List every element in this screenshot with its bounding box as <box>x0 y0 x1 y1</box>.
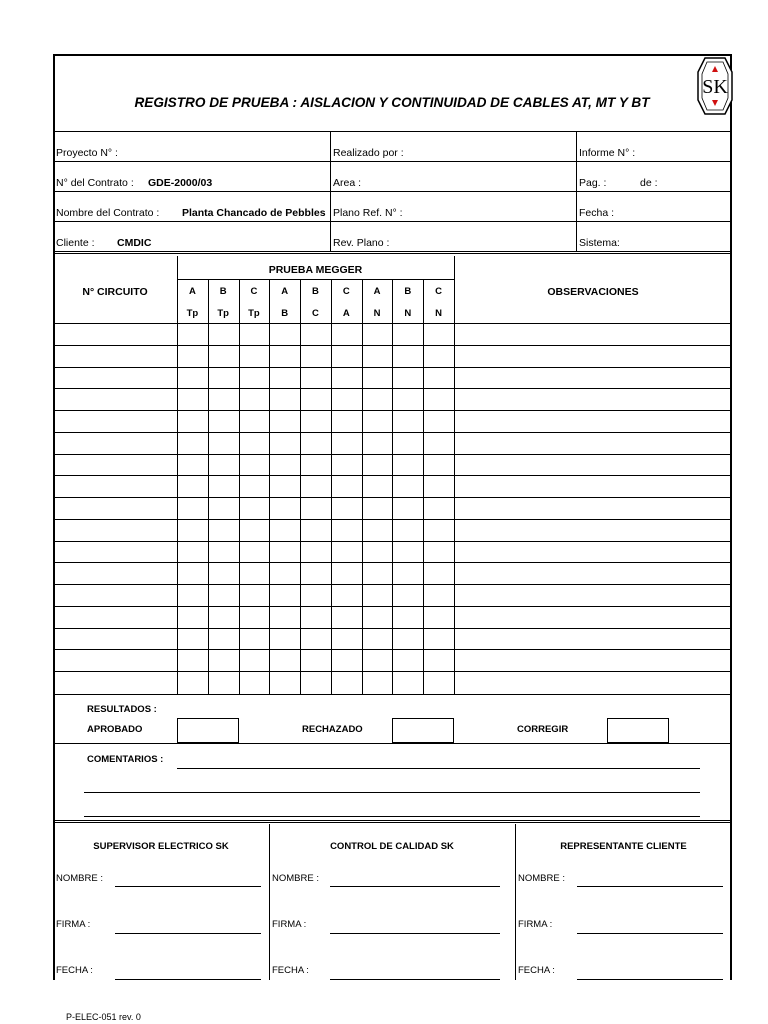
nombre-label-1: NOMBRE : <box>56 873 103 884</box>
comentarios-label: COMENTARIOS : <box>87 754 164 765</box>
megger-col-top: A <box>281 286 289 297</box>
megger-col-divider <box>331 279 332 694</box>
footer-code: P-ELEC-051 rev. 0 <box>66 1012 141 1022</box>
table-row[interactable] <box>53 454 732 455</box>
fecha-field-2[interactable] <box>330 979 500 980</box>
firma-field-1[interactable] <box>115 933 261 934</box>
fecha-field-1[interactable] <box>115 979 261 980</box>
megger-col-top: C <box>435 286 443 297</box>
de-label: de : <box>640 177 658 189</box>
megger-col-divider <box>269 279 270 694</box>
megger-col-divider <box>239 279 240 694</box>
realizado-label: Realizado por : <box>333 147 404 159</box>
table-row[interactable] <box>53 475 732 476</box>
table-row[interactable] <box>53 671 732 672</box>
rechazado-label: RECHAZADO <box>302 724 363 735</box>
megger-col-bottom: N <box>404 308 412 319</box>
firma-field-2[interactable] <box>330 933 500 934</box>
megger-col-bottom: B <box>281 308 289 319</box>
megger-col-bottom: C <box>312 308 319 319</box>
comentarios-line-2[interactable] <box>84 792 700 793</box>
fecha-label-2: FECHA : <box>272 965 309 976</box>
contrato-label: N° del Contrato : <box>56 177 134 189</box>
control-header: CONTROL DE CALIDAD SK <box>330 841 454 852</box>
pag-label: Pag. : <box>579 177 607 189</box>
megger-col-bottom: Tp <box>248 308 260 319</box>
megger-col-divider <box>208 279 209 694</box>
rev-plano-label: Rev. Plano : <box>333 237 390 249</box>
area-label: Area : <box>333 177 362 189</box>
megger-col-top: B <box>404 286 412 297</box>
aprobado-checkbox[interactable] <box>177 718 239 743</box>
firma-label-2: FIRMA : <box>272 919 307 930</box>
table-row[interactable] <box>53 519 732 520</box>
cliente-value: CMDIC <box>117 237 152 249</box>
table-row[interactable] <box>53 649 732 650</box>
megger-col-divider <box>300 279 301 694</box>
contrato-value: GDE-2000/03 <box>148 177 213 189</box>
firma-label-3: FIRMA : <box>518 919 553 930</box>
firma-field-3[interactable] <box>577 933 723 934</box>
firma-label-1: FIRMA : <box>56 919 91 930</box>
megger-col-top: B <box>219 286 227 297</box>
proyecto-label: Proyecto N° : <box>56 147 118 159</box>
table-row[interactable] <box>53 606 732 607</box>
observaciones-header: OBSERVACIONES <box>547 286 639 298</box>
megger-col-divider <box>392 279 393 694</box>
megger-col-top: C <box>342 286 350 297</box>
page-title: REGISTRO DE PRUEBA : AISLACION Y CONTINUIDAD DE CABLES AT, MT Y BT <box>134 95 650 110</box>
megger-col-top: C <box>250 286 258 297</box>
megger-col-top: A <box>373 286 381 297</box>
table-row[interactable] <box>53 541 732 542</box>
resultados-label: RESULTADOS : <box>87 704 157 715</box>
sistema-label: Sistema: <box>579 237 620 249</box>
megger-col-bottom: A <box>342 308 350 319</box>
table-row[interactable] <box>53 497 732 498</box>
sk-logo <box>697 56 733 116</box>
megger-col-divider <box>362 279 363 694</box>
fecha-field-3[interactable] <box>577 979 723 980</box>
representante-header: REPRESENTANTE CLIENTE <box>560 841 687 852</box>
informe-label: Informe N° : <box>579 147 636 159</box>
nombre-field-2[interactable] <box>330 886 500 887</box>
table-row[interactable] <box>53 584 732 585</box>
table-row[interactable] <box>53 323 732 324</box>
table-row[interactable] <box>53 562 732 563</box>
megger-col-bottom: Tp <box>217 308 229 319</box>
nombre-contrato-value: Planta Chancado de Pebbles <box>182 207 326 219</box>
megger-header: PRUEBA MEGGER <box>268 264 363 276</box>
fecha-label-1: FECHA : <box>56 965 93 976</box>
corregir-label: CORREGIR <box>517 724 569 735</box>
megger-col-divider <box>423 279 424 694</box>
fecha-label-3: FECHA : <box>518 965 555 976</box>
table-row[interactable] <box>53 410 732 411</box>
plano-ref-label: Plano Ref. N° : <box>333 207 403 219</box>
corregir-checkbox[interactable] <box>607 718 669 743</box>
table-row[interactable] <box>53 345 732 346</box>
megger-col-top: B <box>312 286 319 297</box>
megger-col-bottom: Tp <box>186 308 199 319</box>
fecha-label: Fecha : <box>579 207 615 219</box>
megger-col-bottom: N <box>373 308 381 319</box>
megger-col-bottom: N <box>435 308 443 319</box>
nombre-contrato-label: Nombre del Contrato : <box>56 207 160 219</box>
table-row[interactable] <box>53 388 732 389</box>
aprobado-label: APROBADO <box>87 724 143 735</box>
circuito-header: N° CIRCUITO <box>82 286 148 298</box>
logo-text: SK <box>702 76 728 98</box>
nombre-field-1[interactable] <box>115 886 261 887</box>
megger-col-top: A <box>188 286 196 297</box>
comentarios-line-3[interactable] <box>84 816 700 817</box>
table-row[interactable] <box>53 628 732 629</box>
nombre-field-3[interactable] <box>577 886 723 887</box>
comentarios-line-1[interactable] <box>177 768 700 769</box>
cliente-label: Cliente : <box>56 237 95 249</box>
rechazado-checkbox[interactable] <box>392 718 454 743</box>
supervisor-header: SUPERVISOR ELECTRICO SK <box>93 841 229 852</box>
table-row[interactable] <box>53 432 732 433</box>
table-row[interactable] <box>53 367 732 368</box>
nombre-label-2: NOMBRE : <box>272 873 319 884</box>
nombre-label-3: NOMBRE : <box>518 873 565 884</box>
